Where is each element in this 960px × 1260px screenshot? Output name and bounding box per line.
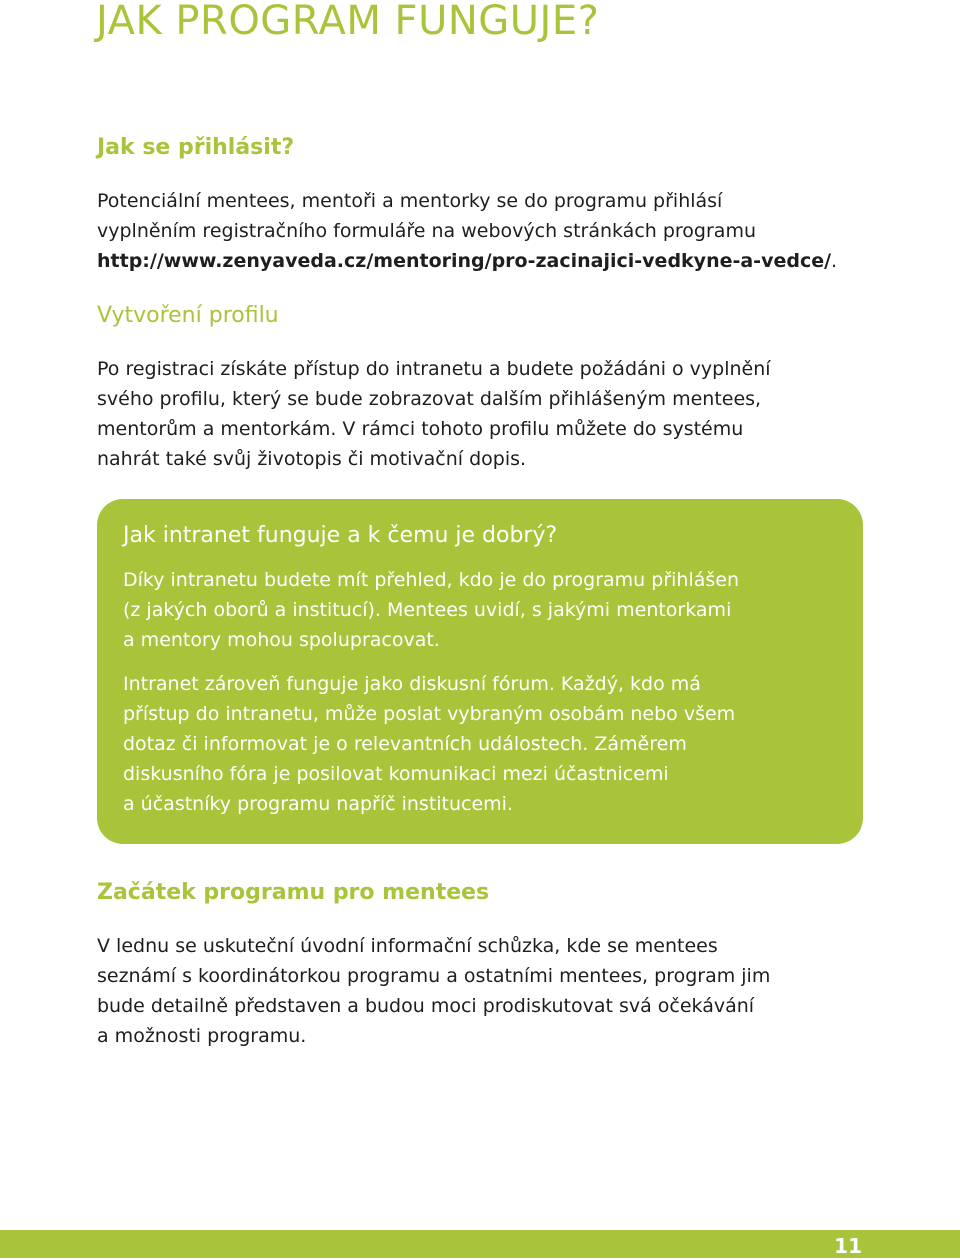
section-profile bbox=[97, 301, 877, 474]
intranet-line: diskusního fóra je posilovat komunikaci mezi účastnicemi bbox=[123, 763, 669, 785]
intranet-line: Intranet zároveň funguje jako diskusní fórum. Každý, kdo má bbox=[123, 673, 701, 695]
intranet-line: (z jakých oborů a institucí). Mentees uvidí, s jakými mentorkami bbox=[123, 599, 732, 621]
program-start-paragraph bbox=[97, 931, 877, 1051]
login-url-line bbox=[97, 246, 877, 276]
login-paragraph bbox=[97, 186, 877, 276]
program-start-line: V lednu se uskuteční úvodní informační schůzka, kde se mentees bbox=[97, 935, 718, 957]
profile-line: svého profilu, který se bude zobrazovat dalším přihlášeným mentees, bbox=[97, 388, 762, 410]
intranet-line: a mentory mohou spolupracovat. bbox=[123, 629, 440, 651]
intranet-line: Díky intranetu budete mít přehled, kdo je do programu přihlášen bbox=[123, 569, 739, 591]
program-start-heading: Začátek programu pro mentees bbox=[97, 880, 490, 905]
footer-bar bbox=[0, 1230, 960, 1258]
section-login bbox=[97, 133, 877, 276]
page-number: 11 bbox=[834, 1234, 862, 1258]
page-title: JAK PROGRAM FUNGUJE? bbox=[96, 0, 600, 44]
profile-line: nahrát také svůj životopis či motivační dopis. bbox=[97, 448, 527, 470]
program-start-line: seznámí s koordinátorkou programu a ostatními mentees, program jim bbox=[97, 965, 771, 987]
intranet-callout-box bbox=[97, 499, 863, 844]
intranet-heading: Jak intranet funguje a k čemu je dobrý? bbox=[123, 523, 558, 548]
section-program-start bbox=[97, 878, 877, 1051]
url-suffix: . bbox=[831, 250, 838, 272]
profile-line: mentorům a mentorkám. V rámci tohoto profilu můžete do systému bbox=[97, 418, 744, 440]
program-start-line: a možnosti programu. bbox=[97, 1025, 307, 1047]
profile-heading: Vytvoření profilu bbox=[97, 303, 279, 328]
intranet-line: přístup do intranetu, může poslat vybraným osobám nebo všem bbox=[123, 703, 736, 725]
profile-line: Po registraci získáte přístup do intranetu a budete požádáni o vyplnění bbox=[97, 358, 771, 380]
intranet-paragraph-1 bbox=[123, 565, 853, 655]
intranet-callout-content bbox=[123, 521, 853, 819]
profile-paragraph bbox=[97, 354, 877, 474]
intranet-line: dotaz či informovat je o relevantních událostech. Záměrem bbox=[123, 733, 687, 755]
program-start-line: bude detailně představen a budou moci prodiskutovat svá očekávání bbox=[97, 995, 755, 1017]
login-line: Potenciální mentees, mentoři a mentorky se do programu přihlásí bbox=[97, 190, 723, 212]
intranet-paragraph-2 bbox=[123, 669, 853, 819]
login-line: vyplněním registračního formuláře na webových stránkách programu bbox=[97, 220, 756, 242]
intranet-line: a účastníky programu napříč institucemi. bbox=[123, 793, 514, 815]
registration-url: http://www.zenyaveda.cz/mentoring/pro-zacinajici-vedkyne-a-vedce/ bbox=[97, 250, 832, 272]
login-heading: Jak se přihlásit? bbox=[97, 135, 295, 160]
